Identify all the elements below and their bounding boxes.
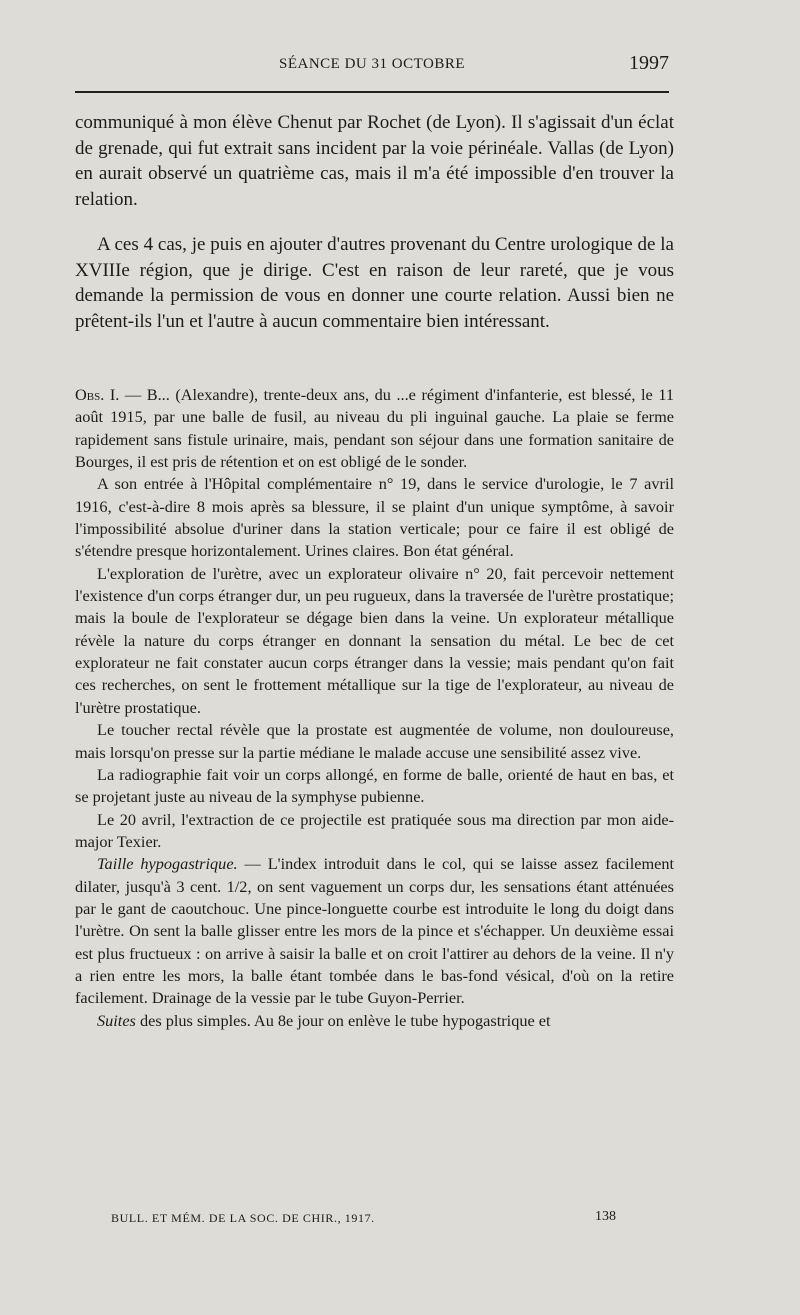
observation-text-1: — B... (Alexandre), trente-deux ans, du ...e régiment d'infanterie, est blessé, le 11 août 1915, par une balle de fusil, au niveau du pli inguinal gauche. La plaie se ferme rapidement sans fistule urinaire, mais, pendant son séjour dans une formation sanitaire de Bourges, il est pris de rétention et on est obligé de le sonder. bbox=[75, 385, 674, 472]
page-footer bbox=[75, 1211, 674, 1231]
intro-paragraph-2: A ces 4 cas, je puis en ajouter d'autres provenant du Centre urologique de la XVIIIe région, que je dirige. C'est en raison de leur rareté, que je vous demande la permission de vous en donner une courte relation. Aussi bien ne prêtent-ils l'un et l'autre à aucun commentaire bien intéressant. bbox=[75, 233, 674, 332]
observation-paragraph-6: Le 20 avril, l'extraction de ce projectile est pratiquée sous ma direction par mon aide-major Texier. bbox=[75, 809, 674, 851]
observation-paragraph-8 bbox=[75, 1010, 674, 1032]
intro-section bbox=[75, 110, 674, 335]
observation-p8-label: Suites bbox=[97, 1010, 136, 1030]
observation-paragraph-2: A son entrée à l'Hôpital complémentaire n° 19, dans le service d'urologie, le 7 avril 1916, c'est-à-dire 8 mois après sa blessure, il se plaint d'un unique symptôme, à savoir l'impossibilité absolue d'uriner dans la station verticale; pour ce faire il est obligé de s'étendre presque horizontalement. Urines claires. Bon état général. bbox=[75, 474, 674, 561]
observation-label: Obs. I. bbox=[75, 385, 120, 404]
observation-text-7: — L'index introduit dans le col, qui se laisse assez facilement dilater, jusqu'à 3 cent. 1/2, on sent vaguement un corps dur, les sensations étant atténuées par le gant de caoutchouc. Une pince-longuette courbe est introduite le long du doigt dans l'urètre. On sent la balle glisser entre les mors de la pince et s'échapper. Un deuxième essai est plus fructueux : on arrive à saisir la balle et on croit l'attirer au dehors de la veine. Il n'y a rien entre les mors, la balle étant tombée dans le bas-fond vésical, d'où on la retire facilement. Drainage de la vessie par le tube Guyon-Perrier. bbox=[75, 854, 674, 1008]
intro-paragraph-1: communiqué à mon élève Chenut par Rochet (de Lyon). Il s'agissait d'un éclat de grenade, qui fut extrait sans incident par la voie périnéale. Vallas (de Lyon) en aurait observé un quatrième cas, mais il m'a été impossible d'en trouver la relation. bbox=[75, 112, 674, 211]
running-head: SÉANCE DU 31 OCTOBRE bbox=[279, 56, 465, 72]
observation-p7-label: Taille hypogastrique. bbox=[97, 854, 238, 874]
observation-paragraph-4: Le toucher rectal révèle que la prostate est augmentée de volume, non douloureuse, mais lorsqu'on presse sur la partie médiane le malade accuse une sensibilité assez vive. bbox=[75, 720, 674, 762]
journal-reference: BULL. ET MÉM. DE LA SOC. DE CHIR., 1917. bbox=[111, 1211, 375, 1225]
page-number: 1997 bbox=[629, 52, 669, 74]
observation-text-8: des plus simples. Au 8e jour on enlève le tube hypogastrique et bbox=[135, 1010, 551, 1030]
signature-mark: 138 bbox=[595, 1209, 616, 1224]
header-rule bbox=[75, 91, 669, 93]
observation-paragraph-3: L'exploration de l'urètre, avec un explorateur olivaire n° 20, fait percevoir nettement l'existence d'un corps étranger dur, un peu rugueux, dans la traversée de l'urètre prostatique; mais la boule de l'explorateur se dégage bien dans la veine. Un explorateur métallique révèle la nature du corps étranger en donnant la sensation du métal. Le bec de cet explorateur ne fait constater aucun corps étranger dans la vessie; mais pendant qu'on fait ces recherches, on sent le frottement métallique sur la tige de l'explorateur, au niveau de l'urètre prostatique. bbox=[75, 563, 674, 717]
observation-paragraph-1 bbox=[75, 384, 674, 473]
observation-paragraph-5: La radiographie fait voir un corps allongé, en forme de balle, orienté de haut en bas, et se projetant juste au niveau de la symphyse pubienne. bbox=[75, 764, 674, 807]
observation-section bbox=[75, 384, 674, 1032]
observation-paragraph-7 bbox=[75, 853, 674, 1009]
page-header bbox=[75, 52, 669, 80]
